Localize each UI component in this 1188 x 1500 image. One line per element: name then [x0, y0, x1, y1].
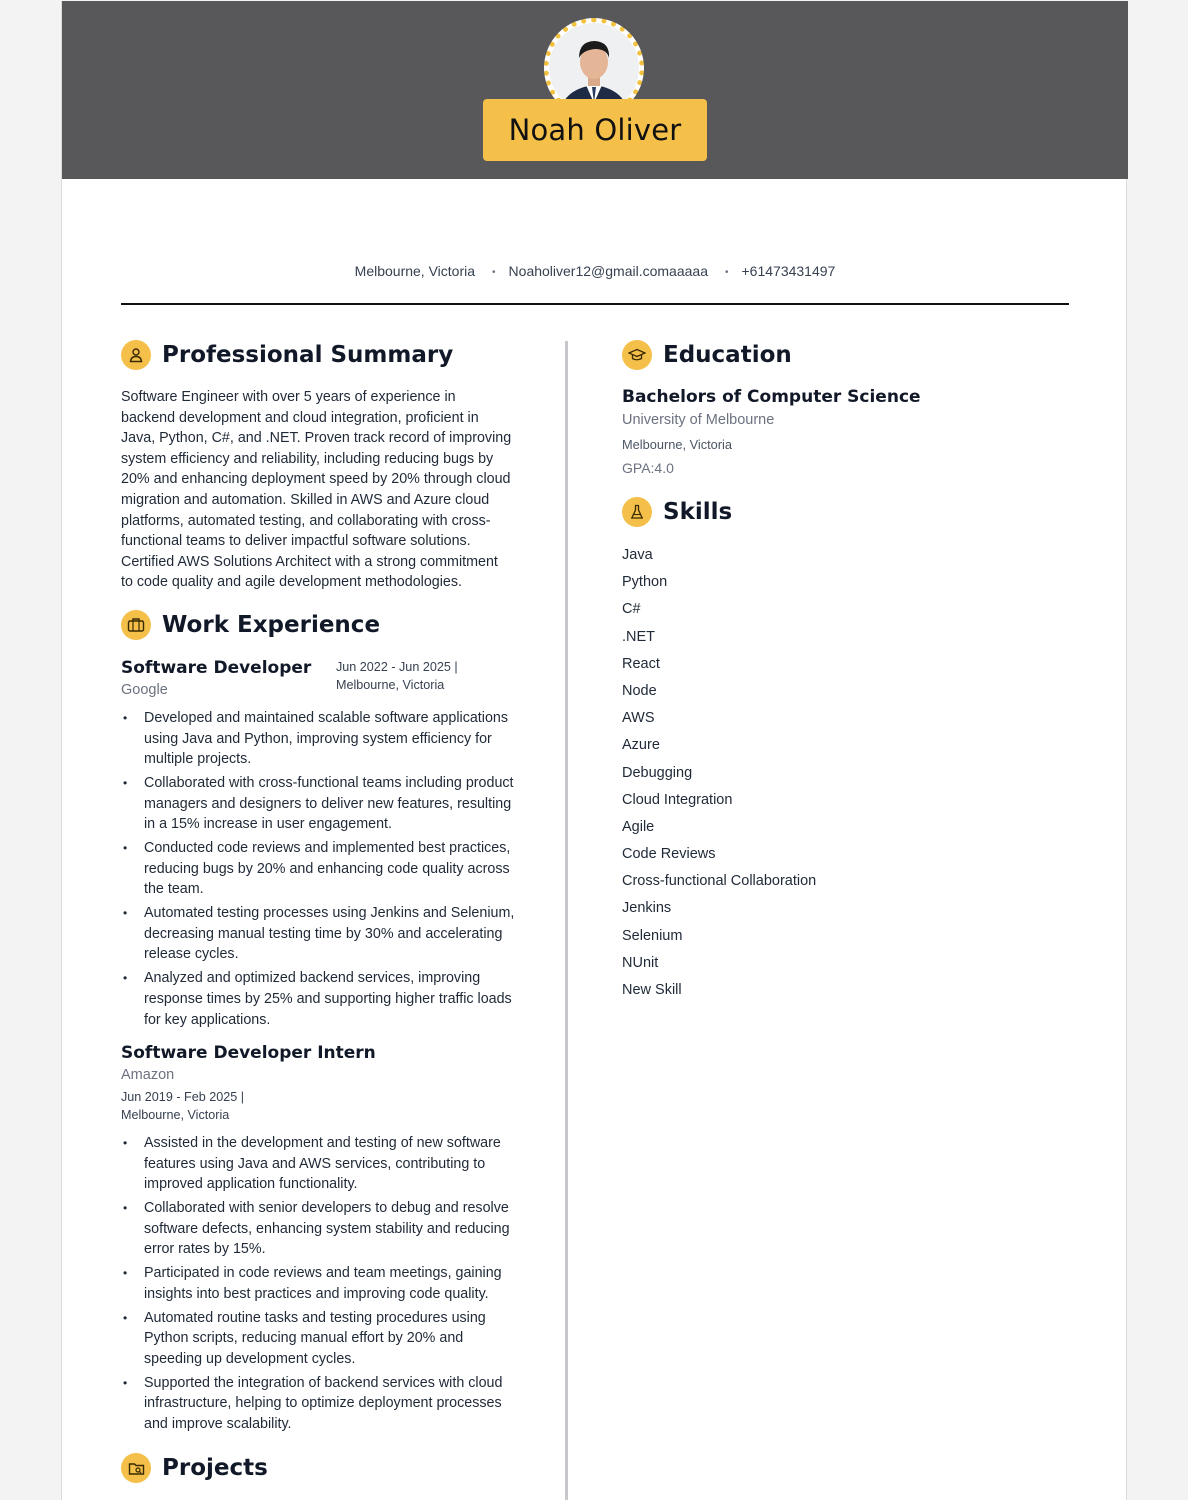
summary-text[interactable]: Software Engineer with over 5 years of experience in backend development and cloud integration, proficient in Java, Python, C#, and .NET. Proven track record of improving system efficiency and reliability, including reducing bugs by 20% and enhancing deployment speed by 20% through cloud migration and automation. Skilled in AWS and Azure cloud platforms, automated testing, and collaborating with cross-functional teams to deliver impactful software solutions. Certified AWS Solutions Architect with a strong commitment to code quality and agile development methodologies.: [121, 389, 512, 591]
job-title[interactable]: Software Developer: [121, 658, 312, 678]
education-heading: [622, 340, 792, 370]
skill-item[interactable]: React: [622, 655, 660, 672]
briefcase-icon: [121, 610, 151, 640]
column-divider: [565, 341, 568, 1500]
edu-gpa[interactable]: GPA:4.0: [622, 460, 674, 476]
user-icon: [121, 340, 151, 370]
summary-title[interactable]: Professional Summary: [162, 342, 454, 368]
skill-item[interactable]: C#: [622, 601, 641, 618]
job-location[interactable]: Melbourne, Victoria: [336, 678, 445, 692]
job-dates[interactable]: Jun 2019 - Feb 2025 |: [121, 1090, 244, 1104]
experience-heading: [121, 610, 380, 640]
list-item[interactable]: • Collaborated with cross-functional teams including product managers and designers to deliver new features, resulting in a 15% increase in user engagement.: [144, 773, 516, 835]
list-item[interactable]: • Analyzed and optimized backend services, improving response times by 25% and supporting higher traffic loads for key applications.: [144, 968, 516, 1030]
education-title[interactable]: Education: [663, 342, 792, 368]
skill-item[interactable]: Cross-functional Collaboration: [622, 873, 817, 890]
edu-degree[interactable]: Bachelors of Computer Science: [622, 387, 921, 407]
job-dates-block: [121, 1088, 244, 1124]
job-dates[interactable]: Jun 2022 - Jun 2025 |: [336, 660, 458, 674]
skill-item[interactable]: Code Reviews: [622, 846, 716, 863]
summary-heading: [121, 340, 453, 370]
list-item[interactable]: • Supported the integration of backend services with cloud infrastructure, helping to optimize deployment processes and improve scalability.: [144, 1373, 516, 1435]
job-bullets: [144, 708, 516, 1033]
skills-heading: [622, 497, 732, 527]
edu-location[interactable]: Melbourne, Victoria: [622, 437, 733, 452]
skills-title[interactable]: Skills: [663, 499, 733, 525]
job-location[interactable]: Melbourne, Victoria: [121, 1108, 230, 1122]
skill-item[interactable]: Azure: [622, 737, 660, 754]
separator-dot: •: [724, 267, 729, 278]
skill-item[interactable]: NUnit: [622, 954, 659, 971]
skill-item[interactable]: New Skill: [622, 982, 682, 998]
list-item[interactable]: • Collaborated with senior developers to debug and resolve software defects, enhancing system stability and reducing error rates by 15%.: [144, 1198, 516, 1260]
candidate-name[interactable]: Noah Oliver: [508, 113, 682, 147]
skill-item[interactable]: Debugging: [622, 764, 693, 781]
skill-item[interactable]: Agile: [622, 818, 655, 835]
edu-school[interactable]: University of Melbourne: [622, 412, 775, 428]
skill-item[interactable]: Java: [622, 547, 653, 563]
projects-title[interactable]: Projects: [162, 1455, 268, 1481]
skill-item[interactable]: Cloud Integration: [622, 791, 733, 808]
skill-item[interactable]: AWS: [622, 710, 655, 727]
skill-item[interactable]: .NET: [622, 628, 656, 645]
job-company[interactable]: Amazon: [121, 1067, 175, 1083]
list-item[interactable]: • Automated routine tasks and testing procedures using Python scripts, reducing manual effort by 20% and speeding up development cycles.: [144, 1308, 516, 1370]
list-item[interactable]: • Conducted code reviews and implemented best practices, reducing bugs by 20% and enhancing code quality across the team.: [144, 838, 516, 900]
skill-item[interactable]: Jenkins: [622, 900, 672, 917]
projects-heading: [121, 1453, 268, 1483]
list-item[interactable]: • Participated in code reviews and team meetings, gaining insights into best practices and improving code quality.: [144, 1263, 516, 1304]
resume-page: [61, 1, 1127, 1500]
contact-phone[interactable]: +61473431497: [741, 263, 836, 279]
folder-icon: [121, 1453, 151, 1483]
contact-location[interactable]: Melbourne, Victoria: [354, 263, 476, 279]
graduation-cap-icon: [622, 340, 652, 370]
job-dates-block: [336, 658, 458, 694]
job-title[interactable]: Software Developer Intern: [121, 1043, 376, 1063]
job-company[interactable]: Google: [121, 682, 168, 698]
contact-email[interactable]: Noaholiver12@gmail.comaaaaa: [508, 263, 708, 279]
skills-list: [622, 545, 816, 1007]
separator-dot: •: [492, 267, 496, 278]
list-item[interactable]: • Assisted in the development and testing of new software features using Java and AWS services, contributing to improved application functionality.: [144, 1133, 516, 1195]
flask-icon: [622, 497, 652, 527]
skill-item[interactable]: Node: [622, 682, 657, 699]
contact-line: [62, 263, 1128, 279]
skill-item[interactable]: Selenium: [622, 927, 683, 944]
job-bullets: [144, 1133, 516, 1438]
header-divider: [121, 303, 1069, 305]
skill-item[interactable]: Python: [622, 574, 668, 591]
list-item[interactable]: • Automated testing processes using Jenkins and Selenium, decreasing manual testing time by 30% and accelerating release cycles.: [144, 903, 516, 965]
name-plate: [483, 99, 707, 161]
experience-title[interactable]: Work Experience: [162, 612, 381, 638]
list-item[interactable]: • Developed and maintained scalable software applications using Java and Python, improving system efficiency for multiple projects.: [144, 708, 516, 770]
